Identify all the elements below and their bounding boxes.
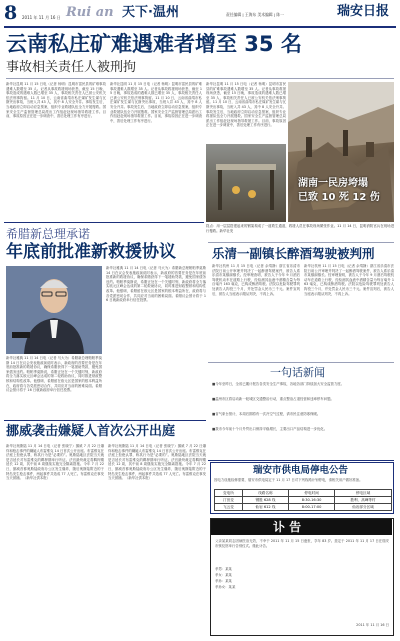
- top-divider: [6, 78, 394, 79]
- table-header-row: [215, 490, 392, 497]
- table-cell: 仙岩部分区域: [335, 504, 392, 511]
- section-logo: Rui an: [66, 5, 114, 20]
- notice-rule: [208, 460, 394, 461]
- digest-item: ■省气象台预计，本周后期将有一次冷空气过程，请市民注意防寒保暖。: [212, 412, 321, 416]
- digest-title: 一句话新闻: [270, 366, 325, 379]
- obituary-body: 父亲某某同志因病医治无效，不幸于 2011 年 11 月 15 日逝世，享年 83 岁。兹定于 2011 年 11 月 17 日在瑞安市殡仪馆举行告别仪式。谨此讣告。: [215, 539, 389, 548]
- obituary-signers: [215, 567, 389, 591]
- obituary-title-band: [211, 519, 392, 535]
- obituary-title: 讣 告: [273, 520, 302, 534]
- page-number: 8: [4, 2, 18, 24]
- right-divider-1: [208, 242, 394, 243]
- outage-table: [214, 489, 392, 511]
- table-cell: 钢胜 628 线: [242, 497, 288, 504]
- column-header: 停电时间: [289, 490, 335, 497]
- column-header: 停电区域: [335, 490, 392, 497]
- section-rule-1: [4, 222, 204, 223]
- digest-list: [212, 382, 394, 441]
- editor-info: 责任编辑 | 王海东 美术编辑 | 陈一: [226, 12, 284, 17]
- digest-item: ■温州市区将启动新一轮城区交通整治行动，重点整治占道经营和违章停车问题。: [212, 397, 334, 401]
- top-subheadline: 事故相关责任人被刑拘: [6, 60, 137, 75]
- greece-photo: [6, 266, 102, 354]
- drunk-body-col1: 新华社杭州 11 月 15 日电（记者 余靖静）浙江省乐清市法院日前公开审理并判决了一起醉酒驾驶案件，被告人系乐清市某镇副镇长。经审理查明，被告人于今年 9 月酒后驾驶机动车在道路上行驶，经检测其血液中酒精含量为每百毫升 163 毫克，已构成醉酒驾驶。法院以危险驾驶罪判处被告人拘役三个月，并处罚金人民币三千元。案件宣判后，被告人当庭表示服从判决，不再上诉。: [212, 264, 300, 296]
- obituary-date: 2011 年 11 月 16 日: [356, 623, 389, 627]
- greece-kicker: 希腊新总理承诺: [6, 227, 91, 241]
- table-cell: 飞云变: [215, 504, 243, 511]
- table-cell: 胜利、高峰等村: [335, 497, 392, 504]
- top-body-col2: 新华社昆明 11 月 15 日电（记者 杨明）昆明市富民县的矿难事故遇难人数增至 35 人。记者从事故救援现场获悉，截至 15 日晚，事故造成的遇难人数已增至 35 人，事故相关责任人已被公安机关依法刑事拘留。11 月 10 日，云南省曲靖市私庄煤矿发生煤与瓦斯突出事故，当班入井 43 人，其中 8 人安全升井。事故发生后，当地政府立即启动应急预案，组织专业救援队伍全力开展搜救。国家安全生产监督管理总局派出工作组赶赴现场指导救援工作。目前，事故原因正在进一步调查中，善后处理工作有序进行。: [110, 82, 202, 123]
- header-bar: [4, 3, 396, 25]
- signer: 孝男：某某: [215, 567, 232, 571]
- table-cell: 汀田变: [215, 497, 243, 504]
- column-header: 线路名称: [242, 490, 288, 497]
- signer: 孝孙：某某: [215, 579, 232, 583]
- norway-body-col2: 新华社奥斯陆 11 月 14 日电（记者 张晓宁）挪威 7 月 22 日爆炸和枪击事件的嫌疑人布雷维克 14 日首次公开出庭。布雷维克在法庭上拒绝认罪，称其行为是“必要的”。奥斯陆地区法院当天就是否延长对布雷维克的羁押期举行听证。法官最终裁定将羁押期延长 12 周，其中前 8 周继续实施完全隔离措施。今年 7 月 22 日，挪威首都奥斯陆政府办公区发生爆炸，随后奥斯陆附近的于特岛发生枪击事件，两起事件共造成 77 人死亡。布雷维克在事发当天被捕。（新华社供本报）: [108, 444, 206, 481]
- digest-item: ■我市今年前十个月外贸出口保持平稳增长，主要出口产品结构进一步优化。: [212, 427, 328, 431]
- digest-item: ■今年至昨日，全省已累计报告各类安全生产事故，各地各部门持续加大安全监管力度。: [212, 382, 345, 386]
- section-rule-2: [4, 420, 206, 421]
- photo-overlay-line2: 已致 10 死 12 伤: [298, 192, 380, 203]
- power-notice-intro: 因电力设施检修需要，瑞安市供电局定于 11 月 17 日对下列线路计划停电，请相关用户做好准备。: [214, 478, 363, 482]
- signer: 孝女：某某: [215, 573, 232, 577]
- table-row: [215, 504, 392, 511]
- photo-overlay-line1: 湖南一民房垮塌: [298, 178, 368, 189]
- masthead-logo: 瑞安日报: [337, 4, 390, 19]
- power-notice: [210, 462, 394, 514]
- norway-body-col1: 新华社奥斯陆 11 月 14 日电（记者 张晓宁）挪威 7 月 22 日爆炸和枪击事件的嫌疑人布雷维克 14 日首次公开出庭。布雷维克在法庭上拒绝认罪，称其行为是“必要的”。奥斯陆地区法院当天就是否延长对布雷维克的羁押期举行听证。法官最终裁定将羁押期延长 12 周，其中前 8 周继续实施完全隔离措施。今年 7 月 22 日，挪威首都奥斯陆政府办公区发生爆炸，随后奥斯陆附近的于特岛发生枪击事件，两起事件共造成 77 人死亡。布雷维克在事发当天被捕。（新华社供本报）: [6, 444, 104, 481]
- rescue-photo: [206, 144, 286, 222]
- table-cell: 仙岩 612 线: [242, 504, 288, 511]
- politician-portrait: [6, 266, 102, 354]
- mine-photo: [288, 82, 394, 222]
- header-rule: [4, 26, 396, 28]
- right-divider-2: [208, 362, 394, 363]
- section-title: 天下·温州: [122, 5, 179, 20]
- table-row: [215, 497, 392, 504]
- rescue-illustration: [206, 144, 286, 222]
- top-body-col1: 新华社昆明 11 月 15 日电（记者 杨明）昆明市富民县的矿难事故遇难人数增至 35 人。记者从事故救援现场获悉，截至 15 日晚，事故造成的遇难人数已增至 35 人，事故相关责任人已被公安机关依法刑事拘留。11 月 10 日，云南省曲靖市私庄煤矿发生煤与瓦斯突出事故，当班入井 43 人，其中 8 人安全升井。事故发生后，当地政府立即启动应急预案，组织专业救援队伍全力开展搜救。国家安全生产监督管理总局派出工作组赶赴现场指导救援工作。目前，事故原因正在进一步调查中，善后处理工作有序进行。: [6, 82, 106, 119]
- greece-body-col1: 新华社雅典 11 月 14 日电（记者 马大为）希腊新总理帕帕季莫斯 14 日在议会发表施政演说时表示，新政府的首要任务是在年底前批准新的救援协议，确保希腊获得下一笔援助贷款，避免国家债务违约。帕帕季莫斯说，希腊正处在一个关键时刻，新政府将全力落实欧元区峰会达成的第二轮救助协议，同时推进财政整顿和结构性改革。他强调，希腊留在欧元区是国家的根本利益所在，政府将与各党派密切合作，共同应对当前的困难局面。希腊议会预计将于 16 日就新政府举行信任投票。: [106, 266, 206, 303]
- power-notice-title: 瑞安市供电局停电公告: [253, 465, 349, 476]
- top-headline: 云南私庄矿难遇难者增至 35 名: [6, 32, 302, 56]
- column-header: 变电所: [215, 490, 243, 497]
- photo-caption: 拐点：用一层层搭建起来的钢架构成了一道救生通道，救援人员在事故现场紧张作业。11 月 14 日，昆明消防官兵在现场进行搜救。新华社发: [206, 224, 394, 233]
- issue-date: 2011 年 11 月 16 日: [22, 15, 61, 20]
- drunk-headline: 乐清一副镇长醉酒驾驶被判刑: [212, 246, 375, 261]
- top-body-col3: 新华社昆明 11 月 15 日电（记者 杨明）昆明市富民县的矿难事故遇难人数增至 35 人。记者从事故救援现场获悉，截至 15 日晚，事故造成的遇难人数已增至 35 人，事故相关责任人已被公安机关依法刑事拘留。11 月 10 日，云南省曲靖市私庄煤矿发生煤与瓦斯突出事故，当班入井 43 人，其中 8 人安全升井。事故发生后，当地政府立即启动应急预案，组织专业救援队伍全力开展搜救。国家安全生产监督管理总局派出工作组赶赴现场指导救援工作。目前，事故原因正在进一步调查中，善后处理工作有序进行。: [206, 82, 286, 128]
- drunk-body-col2: 新华社杭州 11 月 15 日电（记者 余靖静）浙江省乐清市法院日前公开审理并判决了一起醉酒驾驶案件，被告人系乐清市某镇副镇长。经审理查明，被告人于今年 9 月酒后驾驶机动车在道路上行驶，经检测其血液中酒精含量为每百毫升 163 毫克，已构成醉酒驾驶。法院以危险驾驶罪判处被告人拘役三个月，并处罚金人民币三千元。案件宣判后，被告人当庭表示服从判决，不再上诉。: [304, 264, 394, 296]
- table-cell: 8:30-16:30: [289, 497, 335, 504]
- greece-headline: 年底前批准新救援协议: [6, 242, 176, 262]
- norway-headline: 挪威袭击嫌疑人首次公开出庭: [6, 424, 176, 439]
- table-cell: 8:00-17:00: [289, 504, 335, 511]
- signer: 孝孙女：某某: [215, 585, 236, 589]
- obituary-box: [210, 518, 394, 636]
- greece-body-col2: 新华社雅典 11 月 14 日电（记者 马大为）希腊新总理帕帕季莫斯 14 日在议会发表施政演说时表示，新政府的首要任务是在年底前批准新的救援协议，确保希腊获得下一笔援助贷款，避免国家债务违约。帕帕季莫斯说，希腊正处在一个关键时刻，新政府将全力落实欧元区峰会达成的第二轮救助协议，同时推进财政整顿和结构性改革。他强调，希腊留在欧元区是国家的根本利益所在，政府将与各党派密切合作，共同应对当前的困难局面。希腊议会预计将于 16 日就新政府举行信任投票。: [6, 356, 102, 393]
